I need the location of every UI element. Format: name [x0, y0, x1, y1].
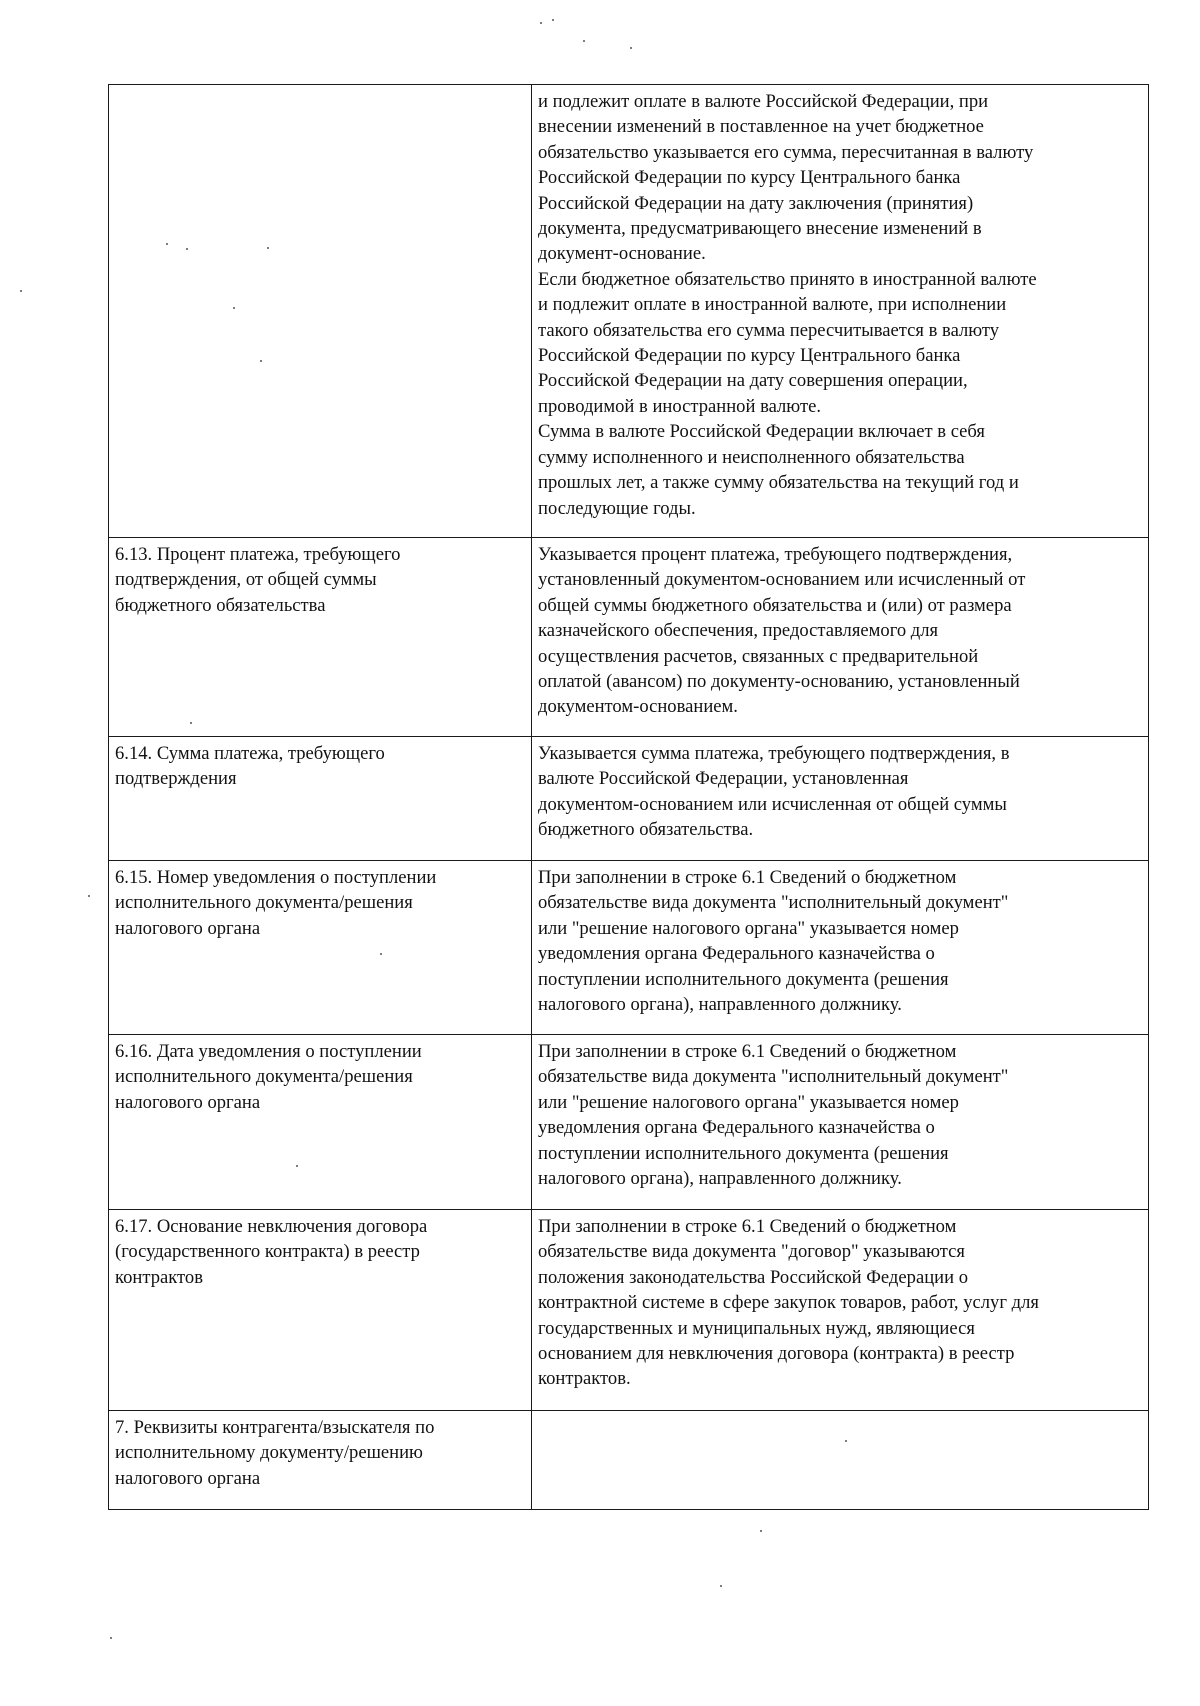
field-description-text: При заполнении в строке 6.1 Сведений о бюджетном обязательстве вида документа "договор" указываются положения законодательства Российской Федерации о контрактной системе в сфере закупок товаров, работ, услуг для государственных и муниципальных нужд, являющиеся основанием для невключения договора (контракта) в реестр контрактов.	[538, 1216, 1039, 1390]
field-description-text: При заполнении в строке 6.1 Сведений о бюджетном обязательстве вида документа "исполнительный документ" или "решение налогового органа" указывается номер уведомления органа Федерального казначейства о поступлении исполнительного документа (решения налогового органа), направленного должнику.	[538, 867, 1009, 1016]
field-name-text: 6.14. Сумма платежа, требующего подтверждения	[115, 743, 385, 790]
field-name-cell	[109, 1411, 532, 1510]
table-row	[109, 538, 1149, 737]
field-description-text: Указывается процент платежа, требующего подтверждения, установленный документом-основанием или исчисленный от общей суммы бюджетного обязательства и (или) от размера казначейского обеспечения, предоставляемого для осуществления расчетов, связанных с предварительной оплатой (авансом) по документу-основанию, установленный документом-основанием.	[538, 544, 1026, 718]
table-row	[109, 1210, 1149, 1411]
field-name-cell	[109, 861, 532, 1035]
scan-speck	[540, 22, 542, 24]
field-description-cell	[532, 85, 1149, 538]
field-description-cell	[532, 1035, 1149, 1210]
field-description-cell	[532, 737, 1149, 861]
field-name-text: 6.16. Дата уведомления о поступлении исполнительного документа/решения налогового органа	[115, 1041, 422, 1113]
scan-speck	[552, 19, 554, 21]
field-name-text: 7. Реквизиты контрагента/взыскателя по исполнительному документу/решению налогового органа	[115, 1417, 435, 1489]
field-description-text: Указывается сумма платежа, требующего подтверждения, в валюте Российской Федерации, установленная документом-основанием или исчисленная от общей суммы бюджетного обязательства.	[538, 743, 1010, 841]
field-description-cell	[532, 538, 1149, 737]
scan-speck	[20, 290, 22, 292]
field-description-text: При заполнении в строке 6.1 Сведений о бюджетном обязательстве вида документа "исполнительный документ" или "решение налогового органа" указывается номер уведомления органа Федерального казначейства о поступлении исполнительного документа (решения налогового органа), направленного должнику.	[538, 1041, 1009, 1190]
scan-speck	[630, 47, 632, 49]
scan-speck	[88, 895, 90, 897]
scan-speck	[583, 40, 585, 42]
field-description-cell	[532, 861, 1149, 1035]
table-row	[109, 737, 1149, 861]
field-name-text: 6.17. Основание невключения договора (государственного контракта) в реестр контрактов	[115, 1216, 428, 1288]
scan-speck	[720, 1585, 722, 1587]
field-description-text: и подлежит оплате в валюте Российской Федерации, при внесении изменений в поставленное на учет бюджетное обязательство указывается его сумма, пересчитанная в валюту Российской Федерации по курсу Центрального банка Российской Федерации на дату заключения (принятия) документа, предусматривающего внесение изменений в документ-основание. Если бюджетное обязательство принято в иностранной валюте и подлежит оплате в иностранной валюте, при исполнении такого обязательства его сумма пересчитывается в валюту Российской Федерации по курсу Центрального банка Российской Федерации на дату совершения операции, проводимой в иностранной валюте. Сумма в валюте Российской Федерации включает в себя сумму исполненного и неисполненного обязательства прошлых лет, а также сумму обязательства на текущий год и последующие годы.	[538, 91, 1037, 519]
requisites-table	[108, 84, 1149, 1510]
field-name-text: 6.13. Процент платежа, требующего подтверждения, от общей суммы бюджетного обязательства	[115, 544, 401, 616]
field-name-text: 6.15. Номер уведомления о поступлении исполнительного документа/решения налогового органа	[115, 867, 437, 939]
table-row	[109, 861, 1149, 1035]
table-row	[109, 1035, 1149, 1210]
field-name-cell	[109, 737, 532, 861]
field-name-cell	[109, 85, 532, 538]
field-description-cell	[532, 1210, 1149, 1411]
table-row	[109, 85, 1149, 538]
field-name-cell	[109, 1210, 532, 1411]
field-name-cell	[109, 1035, 532, 1210]
scan-speck	[110, 1637, 112, 1639]
table-row	[109, 1411, 1149, 1510]
field-description-cell	[532, 1411, 1149, 1510]
field-name-cell	[109, 538, 532, 737]
scan-speck	[760, 1530, 762, 1532]
